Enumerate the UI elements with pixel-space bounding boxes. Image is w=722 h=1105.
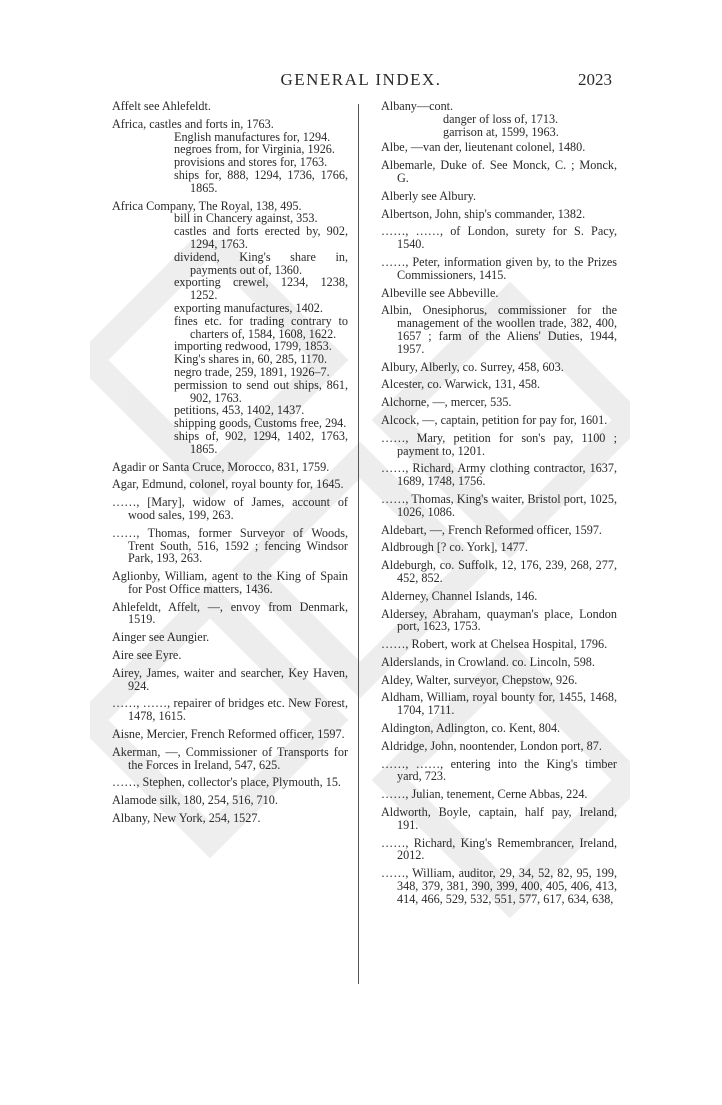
index-entry	[381, 758, 617, 784]
index-entry	[112, 527, 348, 565]
entry-heading: Albany—cont.	[381, 99, 454, 113]
index-entry	[381, 225, 617, 251]
entry-heading: Albury, Alberly, co. Surrey, 458, 603.	[381, 359, 564, 374]
index-entry	[112, 496, 348, 522]
entry-heading: Albertson, John, ship's commander, 1382.	[381, 206, 586, 221]
index-entry	[112, 601, 348, 627]
entry-heading: ……, Julian, tenement, Cerne Abbas, 224.	[381, 787, 588, 802]
entry-heading: ……, ……, repairer of bridges etc. New Forest, 1478, 1615.	[112, 696, 348, 724]
entry-subentry: dividend, King's share in, payments out of, 1360.	[174, 249, 348, 277]
index-entry	[381, 287, 617, 300]
index-entry	[381, 414, 617, 427]
entry-subentry: negroes from, for Virginia, 1926.	[174, 142, 335, 157]
entry-heading: ……, ……, entering into the King's timber yard, 723.	[381, 756, 617, 784]
entry-heading: Aldersey, Abraham, quayman's place, London port, 1623, 1753.	[381, 606, 617, 634]
entry-heading: Aisne, Mercier, French Reformed officer, 1597.	[112, 727, 345, 742]
entry-heading: Alchorne, —, mercer, 535.	[381, 395, 512, 410]
entry-heading: ……, Thomas, former Surveyor of Woods, Trent South, 516, 1592 ; fencing Windsor Park, 193, 263.	[112, 525, 348, 566]
index-entry	[381, 432, 617, 458]
index-entry	[381, 396, 617, 409]
entry-heading: Alcester, co. Warwick, 131, 458.	[381, 377, 541, 392]
entry-heading: Ahlefeldt, Affelt, —, envoy from Denmark, 1519.	[112, 599, 348, 627]
index-column-right	[381, 100, 617, 911]
entry-heading: Airey, James, waiter and searcher, Key Haven, 924.	[112, 665, 348, 693]
index-column-left	[112, 100, 348, 830]
entry-heading: ……, ……, of London, surety for S. Pacy, 1540.	[381, 224, 617, 252]
page-number: 2023	[578, 70, 612, 89]
entry-subentry: exporting crewel, 1234, 1238, 1252.	[174, 275, 348, 303]
entry-heading: Africa, castles and forts in, 1763.	[112, 116, 274, 131]
entry-heading: ……, Thomas, King's waiter, Bristol port, 1025, 1026, 1086.	[381, 491, 617, 519]
index-entry	[381, 493, 617, 519]
entry-heading: Agadir or Santa Cruce, Morocco, 831, 1759.	[112, 459, 330, 474]
entry-heading: Africa Company, The Royal, 138, 495.	[112, 198, 302, 213]
index-entry	[381, 638, 617, 651]
index-entry	[381, 656, 617, 669]
index-entry	[381, 159, 617, 185]
page-header	[0, 70, 722, 94]
entry-heading: ……, Stephen, collector's place, Plymouth, 15.	[112, 775, 341, 790]
entry-heading: Aire see Eyre.	[112, 648, 182, 663]
entry-subentry: danger of loss of, 1713.	[443, 111, 559, 126]
entry-heading: ……, [Mary], widow of James, account of wood sales, 199, 263.	[112, 495, 348, 522]
index-entry	[381, 361, 617, 374]
index-entry	[112, 794, 348, 807]
entry-heading: Albany, New York, 254, 1527.	[112, 811, 261, 826]
index-entry	[381, 524, 617, 537]
index-entry-continued	[381, 100, 617, 138]
index-entry	[112, 812, 348, 825]
entry-heading: Aldebart, —, French Reformed officer, 1597.	[381, 522, 602, 537]
entry-heading: Alberly see Albury.	[381, 188, 476, 203]
entry-subentry: fines etc. for trading contrary to charters of, 1584, 1608, 1622.	[174, 313, 348, 341]
index-entry	[112, 118, 348, 195]
index-entry	[112, 728, 348, 741]
entry-heading: ……, Mary, petition for son's pay, 1100 ; payment to, 1201.	[381, 430, 617, 458]
entry-heading: ……, Richard, King's Remembrancer, Ireland, 2012.	[381, 835, 617, 863]
entry-heading: Aldworth, Boyle, captain, half pay, Ireland, 191.	[381, 805, 617, 832]
index-entry	[112, 746, 348, 772]
index-entry	[381, 256, 617, 282]
entry-subentry: garrison at, 1599, 1963.	[443, 124, 559, 139]
entry-heading: Albemarle, Duke of. See Monck, C. ; Monck, G.	[381, 158, 617, 185]
entry-heading: Alamode silk, 180, 254, 516, 710.	[112, 793, 278, 808]
index-entry	[381, 559, 617, 585]
entry-heading: Alcock, —, captain, petition for pay for, 1601.	[381, 412, 608, 427]
index-entry	[112, 649, 348, 662]
entry-heading: Alderslands, in Crowland. co. Lincoln, 598.	[381, 654, 595, 669]
index-entry	[381, 788, 617, 801]
index-entry	[381, 208, 617, 221]
index-entry	[381, 304, 617, 355]
entry-heading: Aldington, Adlington, co. Kent, 804.	[381, 721, 561, 736]
index-entry	[112, 478, 348, 491]
index-entry	[112, 200, 348, 456]
entry-heading: Aldbrough [? co. York], 1477.	[381, 540, 528, 555]
entry-heading: ……, Robert, work at Chelsea Hospital, 1796.	[381, 637, 608, 652]
entry-heading: Aldey, Walter, surveyor, Chepstow, 926.	[381, 672, 578, 687]
index-entry-list	[381, 141, 617, 905]
index-entry	[381, 837, 617, 863]
column-divider	[358, 104, 359, 984]
entry-subentry: English manufactures for, 1294.	[174, 129, 331, 144]
index-entry	[381, 590, 617, 603]
index-entry	[112, 776, 348, 789]
index-entry	[381, 608, 617, 634]
entry-subentry: King's shares in, 60, 285, 1170.	[174, 352, 328, 367]
index-entry	[381, 867, 617, 905]
index-entry	[381, 806, 617, 832]
entry-subentry: importing redwood, 1799, 1853.	[174, 339, 332, 354]
page-title: GENERAL INDEX.	[280, 70, 442, 89]
index-entry	[381, 674, 617, 687]
index-entry	[381, 691, 617, 717]
entry-heading: ……, William, auditor, 29, 34, 52, 82, 95, 199, 348, 379, 381, 390, 399, 400, 405, 406, 413, 414, 466, 529, 532, 551, 577, 617, 634, 638,	[381, 866, 617, 906]
index-entry	[381, 462, 617, 488]
index-entry	[381, 190, 617, 203]
entry-heading: Aldridge, John, noontender, London port, 87.	[381, 738, 602, 753]
entry-heading: Alderney, Channel Islands, 146.	[381, 588, 538, 603]
entry-subentry: provisions and stores for, 1763.	[174, 155, 328, 170]
index-entry	[381, 541, 617, 554]
entry-subentry: negro trade, 259, 1891, 1926–7.	[174, 364, 330, 379]
entry-heading: ……, Richard, Army clothing contractor, 1637, 1689, 1748, 1756.	[381, 461, 617, 489]
entry-subentry: exporting manufactures, 1402.	[174, 300, 323, 315]
index-entry	[381, 378, 617, 391]
entry-subentry: ships of, 902, 1294, 1402, 1763, 1865.	[174, 428, 348, 456]
index-entry	[112, 100, 348, 113]
entry-heading: Ainger see Aungier.	[112, 630, 210, 645]
entry-subentry: permission to send out ships, 861, 902, 1763.	[174, 377, 348, 405]
entry-heading: Aglionby, William, agent to the King of Spain for Post Office matters, 1436.	[112, 569, 348, 596]
entry-subentry: castles and forts erected by, 902, 1294, 1763.	[174, 224, 348, 251]
index-entry	[381, 740, 617, 753]
entry-heading: Aldeburgh, co. Suffolk, 12, 176, 239, 268, 277, 452, 852.	[381, 558, 617, 585]
entry-heading: Albin, Onesiphorus, commissioner for the management of the woollen trade, 382, 400, 1657 ; farm of the Aliens' Duties, 1944, 1957.	[381, 303, 617, 356]
entry-heading: Affelt see Ahlefeldt.	[112, 99, 211, 113]
entry-subentry: ships for, 888, 1294, 1736, 1766, 1865.	[174, 167, 348, 195]
entry-subentry: bill in Chancery against, 353.	[174, 211, 318, 226]
entry-heading: Albeville see Abbeville.	[381, 285, 499, 300]
index-entry	[112, 631, 348, 644]
entry-heading: Aldham, William, royal bounty for, 1455, 1468, 1704, 1711.	[381, 690, 617, 718]
index-entry	[112, 570, 348, 596]
entry-heading: Agar, Edmund, colonel, royal bounty for, 1645.	[112, 477, 344, 492]
index-entry	[112, 697, 348, 723]
index-entry	[112, 667, 348, 693]
index-entry	[381, 141, 617, 154]
index-entry	[112, 461, 348, 474]
index-entry	[381, 722, 617, 735]
entry-heading: ……, Peter, information given by, to the Prizes Commissioners, 1415.	[381, 254, 617, 282]
entry-subentry: shipping goods, Customs free, 294.	[174, 416, 347, 431]
entry-heading: Akerman, —, Commissioner of Transports for the Forces in Ireland, 547, 625.	[112, 744, 348, 772]
entry-heading: Albe, —van der, lieutenant colonel, 1480.	[381, 140, 586, 155]
entry-subentry: petitions, 453, 1402, 1437.	[174, 403, 305, 418]
